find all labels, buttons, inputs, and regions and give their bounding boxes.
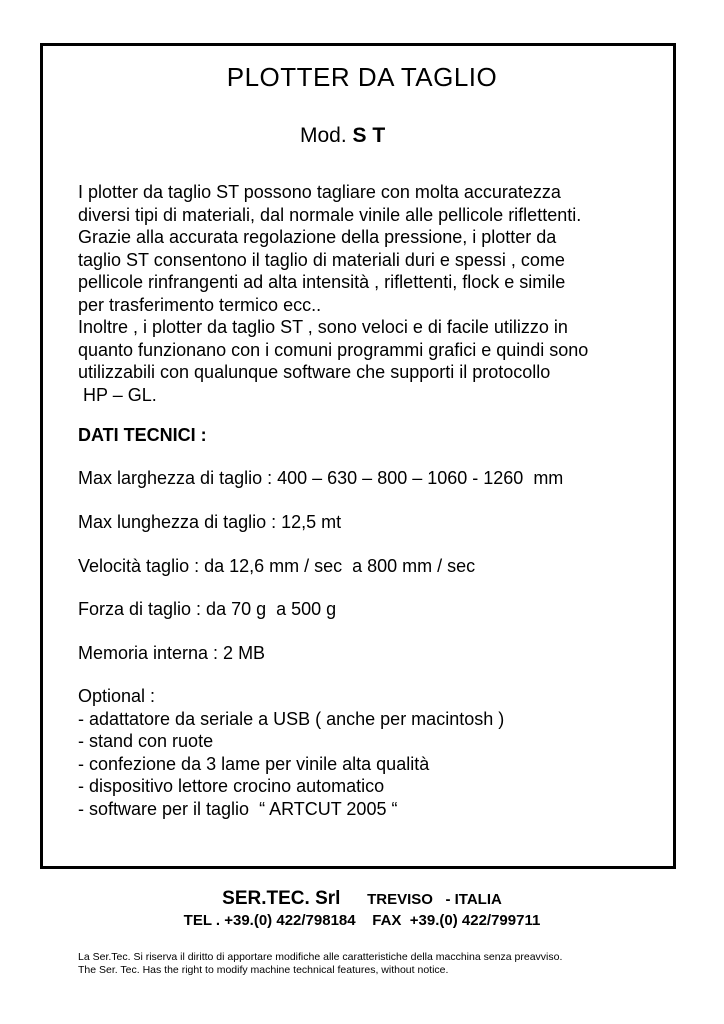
company-name: SER.TEC. Srl [222, 888, 341, 909]
model-prefix: Mod. [300, 124, 353, 147]
description-line: I plotter da taglio ST possono tagliare con molta accuratezza [78, 182, 561, 202]
optional-item: - dispositivo lettore crocino automatico [78, 776, 385, 796]
description-line: Grazie alla accurata regolazione della pressione, i plotter da [78, 227, 557, 247]
optional-list [78, 685, 504, 820]
spec-force: Forza di taglio : da 70 g a 500 g [78, 599, 337, 619]
company-line [0, 888, 724, 910]
optional-item: - adattatore da seriale a USB ( anche per macintosh ) [78, 708, 505, 729]
description-line: quanto funzionano con i comuni programmi grafici e quindi sono [78, 339, 589, 360]
optional-item: - software per il taglio “ ARTCUT 2005 “ [78, 798, 398, 819]
document-title: PLOTTER DA TAGLIO [226, 62, 498, 92]
optional-item: - confezione da 3 lame per vinile alta qualità [78, 753, 430, 774]
description-line: taglio ST consentono il taglio di materiali duri e spessi , come [78, 249, 565, 270]
description-line: pellicole rinfrangenti ad alta intensità , riflettenti, flock e simile [78, 272, 566, 292]
description-line: utilizzabili con qualunque software che supporti il protocollo [78, 362, 551, 382]
company-contacts: TEL . +39.(0) 422/798184 FAX +39.(0) 422/799711 [183, 912, 541, 929]
spec-max-length: Max lunghezza di taglio : 12,5 mt [78, 512, 342, 532]
tech-specs-heading: DATI TECNICI : [78, 425, 207, 445]
optional-item: - stand con ruote [78, 731, 214, 751]
description-line: Inoltre , i plotter da taglio ST , sono veloci e di facile utilizzo in [78, 317, 568, 337]
disclaimer-italian: La Ser.Tec. Si riserva il diritto di apportare modifiche alle caratteristiche della macchina senza preavviso. [78, 951, 563, 963]
spec-speed: Velocità taglio : da 12,6 mm / sec a 800 mm / sec [78, 556, 476, 576]
disclaimer [78, 951, 562, 977]
model-name: S T [352, 124, 386, 147]
spec-memory: Memoria interna : 2 MB [78, 643, 266, 663]
model-line [300, 124, 385, 148]
description-paragraph [78, 181, 658, 406]
optional-heading: Optional : [78, 686, 156, 706]
company-city: TREVISO - ITALIA [367, 891, 502, 908]
spec-max-width: Max larghezza di taglio : 400 – 630 – 800 – 1060 - 1260 mm [78, 468, 564, 488]
description-line: per trasferimento termico ecc.. [78, 294, 322, 315]
description-line: HP – GL. [78, 384, 157, 405]
description-line: diversi tipi di materiali, dal normale vinile alle pellicole riflettenti. [78, 204, 582, 225]
disclaimer-english: The Ser. Tec. Has the right to modify machine technical features, without notice. [78, 964, 449, 976]
